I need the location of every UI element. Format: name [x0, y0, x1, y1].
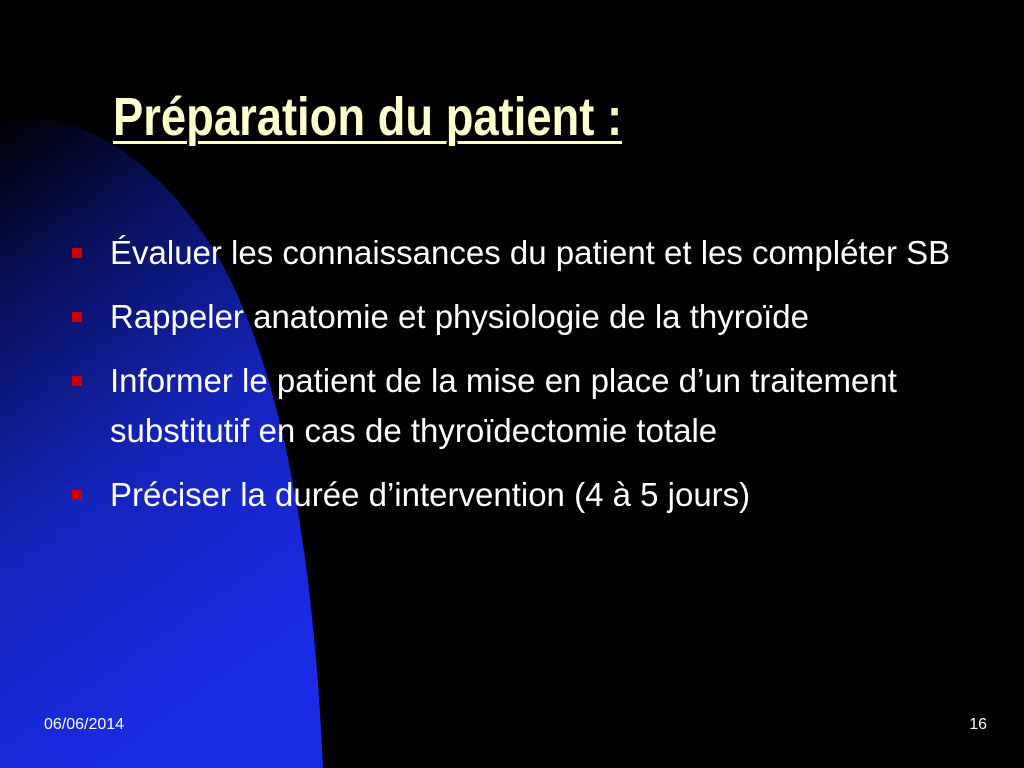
- square-bullet-icon: [72, 490, 82, 500]
- bullet-list: [72, 228, 972, 534]
- bullet-text: Préciser la durée d’intervention (4 à 5 jours): [110, 476, 751, 513]
- bullet-item: [72, 356, 972, 456]
- bullet-text: Rappeler anatomie et physiologie de la thyroïde: [110, 298, 809, 335]
- bullet-text: Évaluer les connaissances du patient et les compléter SB: [110, 234, 951, 271]
- footer-date: 06/06/2014: [44, 716, 125, 733]
- bullet-text: Informer le patient de la mise en place d’un traitement substitutif en cas de thyroïdectomie totale: [110, 362, 897, 449]
- bullet-item: [72, 292, 972, 342]
- slide-title: Préparation du patient :: [113, 87, 623, 147]
- page-number: 16: [969, 716, 987, 733]
- square-bullet-icon: [72, 248, 82, 258]
- square-bullet-icon: [72, 376, 82, 386]
- bullet-item: [72, 470, 972, 520]
- square-bullet-icon: [72, 312, 82, 322]
- bullet-item: [72, 228, 972, 278]
